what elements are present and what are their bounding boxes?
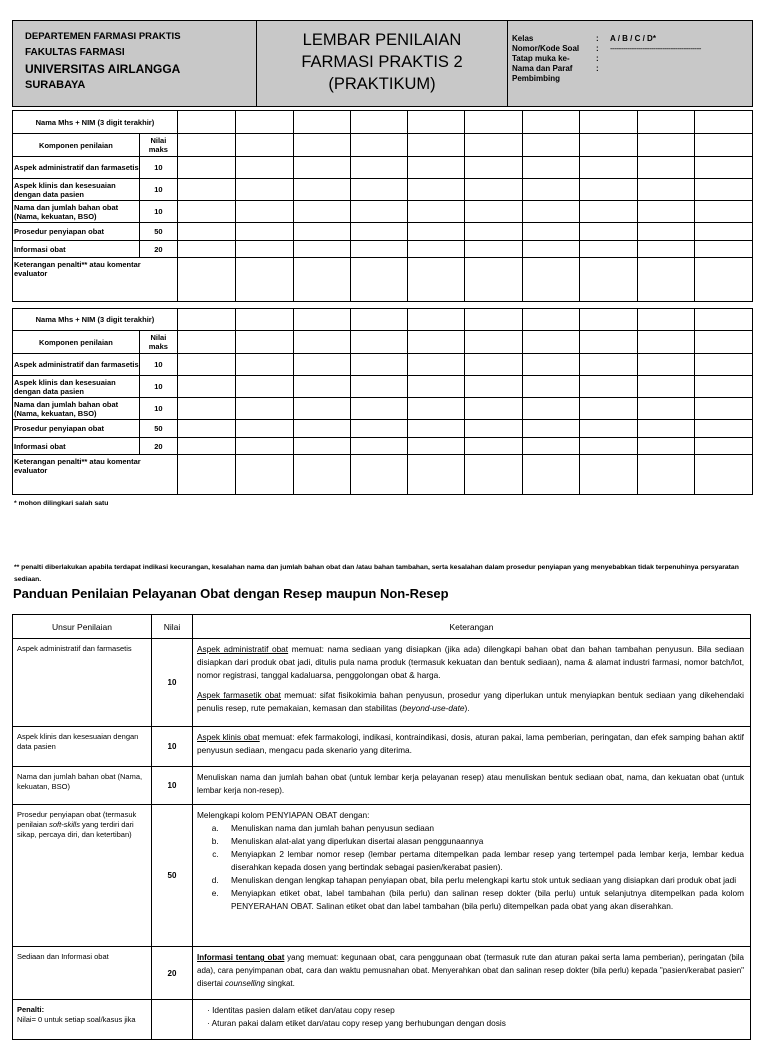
nilai-cell: 10	[152, 639, 193, 727]
list-item: e. Menyiapkan etiket obat, label tambahan (bila perlu) dan salinan resep dokter (bila perlu) untuk selanjutnya ditempelkan pada kolom PENYERAHAN OBAT. Salinan etiket obat dan label tambahan (bila perlu) ditempelkan pada obat yang akan diserahkan.	[221, 887, 744, 913]
col-unsur-header: Unsur Penilaian	[13, 615, 152, 639]
komponen-header: Komponen penilaian	[13, 331, 140, 354]
guide-row	[13, 639, 751, 727]
title-line1: LEMBAR PENILAIAN	[302, 31, 462, 49]
name-row	[13, 309, 753, 331]
score-cell[interactable]	[177, 111, 235, 134]
nilai-cell	[152, 1000, 193, 1040]
dept-line4: SURABAYA	[25, 79, 86, 91]
dept-line3: UNIVERSITAS AIRLANGGA	[25, 62, 181, 76]
score-cell[interactable]	[235, 111, 293, 134]
dept-line2: FAKULTAS FARMASI	[25, 47, 125, 58]
row-label: Aspek administratif dan farmasetis	[13, 354, 140, 376]
table-row	[13, 438, 753, 455]
header-box	[12, 20, 753, 107]
row-max: 10	[139, 354, 177, 376]
info-row: Nama dan Paraf :	[512, 64, 599, 73]
table-row	[13, 157, 753, 179]
row-label: Nama dan jumlah bahan obat (Nama, kekuatan, BSO)	[13, 398, 140, 420]
keterangan-row	[13, 258, 753, 302]
unsur-cell: Prosedur penyiapan obat (termasuk penilaian soft-skills yang terdiri dari sikap, percaya diri, dan ketertiban)	[13, 805, 152, 947]
row-label: Nama dan jumlah bahan obat (Nama, kekuatan, BSO)	[13, 201, 140, 223]
keterangan-cell	[193, 1000, 751, 1040]
keterangan-cell: Aspek klinis obat memuat: efek farmakologi, indikasi, kontraindikasi, dosis, aturan pakai, lama pemberian, peringatan, dan efek samping bahan aktif penyusun sediaan, mengacu pada skenario yang diterima.	[193, 727, 751, 767]
keterangan-cell: Aspek administratif obat memuat: nama sediaan yang disiapkan (jika ada) dilengkapi bahan obat dan bahan tambahan penyusun. Bila sediaan disiapkan dari produk obat jadi, ditulis pula nama produk (termasuk kekuatan dan bentuk sediaan), nama & alamat industri farmasi, nomor batch/lot, nomor registrasi, tanggal kadaluarsa, penggolongan obat & harga. Aspek farmasetik obat memuat: sifat fisikokimia bahan penyusun, prosedur yang diperlukan untuk menyiapkan bentuk sediaan yang dikehendaki penulis resep, rute pemakaian, kemasan dan stabilitas (beyond-use-date).	[193, 639, 751, 727]
list-item: d. Menuliskan dengan lengkap tahapan penyiapan obat, bila perlu melengkapi kartu stok untuk sediaan yang disiapkan dari produk obat jadi	[221, 874, 744, 887]
nilai-cell: 50	[152, 805, 193, 947]
table-row	[13, 179, 753, 201]
score-table-2	[12, 308, 753, 495]
unsur-cell: Nama dan jumlah bahan obat (Nama, kekuatan, BSO)	[13, 767, 152, 805]
keterangan-label: Keterangan penalti** atau komentar evaluator	[13, 258, 178, 302]
table-row	[13, 223, 753, 241]
col-nilai-header: Nilai	[152, 615, 193, 639]
row-label: Prosedur penyiapan obat	[13, 420, 140, 438]
score-cell[interactable]	[523, 111, 580, 134]
score-cell[interactable]	[293, 309, 350, 331]
row-max: 20	[139, 438, 177, 455]
guide-row	[13, 727, 751, 767]
row-max: 10	[139, 201, 177, 223]
table-row	[13, 376, 753, 398]
score-cell[interactable]	[465, 309, 523, 331]
keterangan-cell: Informasi tentang obat yang memuat: kegunaan obat, cara penggunaan obat (termasuk rute dan aturan pakai serta lama pemberian), peringatan (bila ada), cara penyimpanan obat, cara dan waktu pemusnahan obat. Menyerahkan obat dan salinan resep dokter (bila perlu) kepada "pasien/kerabat pasien" disertai counselling singkat.	[193, 947, 751, 1000]
row-max: 10	[139, 157, 177, 179]
score-cell[interactable]	[580, 111, 638, 134]
row-label: Aspek klinis dan kesesuaian dengan data pasien	[13, 376, 140, 398]
guide-row	[13, 1000, 751, 1040]
score-cell[interactable]	[523, 309, 580, 331]
row-label: Aspek administratif dan farmasetis	[13, 157, 140, 179]
score-cell[interactable]	[235, 309, 293, 331]
circle-note: * mohon dilingkari salah satu	[14, 500, 109, 507]
row-max: 10	[139, 398, 177, 420]
form-info	[508, 21, 753, 107]
info-row: Kelas : A / B / C / D*	[512, 34, 656, 43]
row-max: 10	[139, 376, 177, 398]
table-row	[13, 354, 753, 376]
guide-row	[13, 767, 751, 805]
keterangan-row	[13, 455, 753, 495]
score-cell[interactable]	[177, 309, 235, 331]
info-row: Tatap muka ke- :	[512, 54, 599, 63]
list-item: c. Menyiapkan 2 lembar nomor resep (lembar pertama ditempelkan pada lembar resep yang tertempel pada lembar kerja, lembar kedua diserahkan kepada dosen yang bertindak sebagai pasien/kerabat pasien).	[221, 848, 744, 874]
nilai-header: Nilai maks	[139, 331, 177, 354]
row-max: 50	[139, 223, 177, 241]
komponen-header: Komponen penilaian	[13, 134, 140, 157]
keterangan-label: Keterangan penalti** atau komentar evaluator	[13, 455, 178, 495]
score-cell[interactable]	[293, 111, 350, 134]
table-row	[13, 331, 753, 354]
info-row: Nomor/Kode Soal : ------------------------------------------	[512, 44, 701, 53]
list-item: b. Menuliskan alat-alat yang diperlukan disertai alasan penggunaannya	[221, 835, 744, 848]
score-table-1	[12, 110, 753, 302]
penalty-note: ** penalti diberlakukan apabila terdapat indikasi kecurangan, kesalahan nama dan jumlah bahan obat dan /atau bahan tambahan, serta kesalahan dalam prosedur penyiapan yang menyebabkan tidak terpenuhinya persyaratan sediaan.	[14, 564, 739, 583]
table-row	[13, 201, 753, 223]
unsur-cell: Aspek klinis dan kesesuaian dengan data pasien	[13, 727, 152, 767]
row-label: Informasi obat	[13, 438, 140, 455]
score-cell[interactable]	[580, 309, 638, 331]
row-max: 10	[139, 179, 177, 201]
guide-row	[13, 805, 751, 947]
list-item: · Identitas pasien dalam etiket dan/atau copy resep	[207, 1004, 744, 1017]
row-max: 50	[139, 420, 177, 438]
unsur-cell: Aspek administratif dan farmasetis	[13, 639, 152, 727]
keterangan-cell: Melengkapi kolom PENYIAPAN OBAT dengan: a. Menuliskan nama dan jumlah bahan penyusun sediaan b. Menuliskan alat-alat yang diperlukan disertai alasan penggunaannya c. Menyiapkan 2 lembar nomor resep (lembar pertama ditempelkan pada lembar resep yang tertempel pada lembar kerja, lembar kedua diserahkan kepada dosen yang bertindak sebagai pasien/kerabat pasien). d. Menuliskan dengan lengkap tahapan penyiapan obat, bila perlu melengkapi kartu stok untuk sediaan yang disiapkan dari produk obat jadi e. Menyiapkan etiket obat, label tambahan (bila perlu) dan salinan resep dokter (bila perlu) untuk selanjutnya ditempelkan pada kolom PENYERAHAN OBAT. Salinan etiket obat dan label tambahan (bila perlu) ditempelkan pada obat yang akan diserahkan.	[193, 805, 751, 947]
dept-line1: DEPARTEMEN FARMASI PRAKTIS	[25, 31, 181, 42]
name-header: Nama Mhs + NIM (3 digit terakhir)	[13, 111, 178, 134]
score-cell[interactable]	[350, 309, 408, 331]
guide-row	[13, 947, 751, 1000]
score-cell[interactable]	[408, 111, 465, 134]
name-header: Nama Mhs + NIM (3 digit terakhir)	[13, 309, 178, 331]
guide-header-row	[13, 615, 751, 639]
form-title	[257, 21, 508, 107]
table-row	[13, 134, 753, 157]
unsur-cell: Sediaan dan Informasi obat	[13, 947, 152, 1000]
table-row	[13, 241, 753, 258]
score-cell[interactable]	[638, 111, 695, 134]
row-label: Prosedur penyiapan obat	[13, 223, 140, 241]
name-row	[13, 111, 753, 134]
department-block	[13, 21, 257, 107]
row-label: Aspek klinis dan kesesuaian dengan data pasien	[13, 179, 140, 201]
score-cell[interactable]	[408, 309, 465, 331]
guide-title: Panduan Penilaian Pelayanan Obat dengan Resep maupun Non-Resep	[13, 586, 449, 601]
nilai-cell: 10	[152, 767, 193, 805]
title-line2: FARMASI PRAKTIS 2	[301, 53, 463, 71]
nilai-header: Nilai maks	[139, 134, 177, 157]
list-item: a. Menuliskan nama dan jumlah bahan penyusun sediaan	[221, 822, 744, 835]
score-cell[interactable]	[638, 309, 695, 331]
row-max: 20	[139, 241, 177, 258]
info-row: Pembimbing	[512, 74, 561, 83]
list-item: · Aturan pakai dalam etiket dan/atau copy resep yang berhubungan dengan dosis	[207, 1017, 744, 1030]
score-cell[interactable]	[465, 111, 523, 134]
score-cell[interactable]	[350, 111, 408, 134]
score-cell[interactable]	[695, 309, 753, 331]
guide-table	[12, 614, 751, 1040]
unsur-cell: Penalti: Nilai= 0 untuk setiap soal/kasus jika	[13, 1000, 152, 1040]
table-row	[13, 420, 753, 438]
keterangan-cell: Menuliskan nama dan jumlah bahan obat (untuk lembar kerja pelayanan resep) atau menuliskan bentuk sediaan obat, nama, dan kekuatan obat (untuk lembar kerja non-resep).	[193, 767, 751, 805]
col-keterangan-header: Keterangan	[193, 615, 751, 639]
title-line3: (PRAKTIKUM)	[328, 75, 436, 93]
score-cell[interactable]	[695, 111, 753, 134]
row-label: Informasi obat	[13, 241, 140, 258]
nilai-cell: 20	[152, 947, 193, 1000]
nilai-cell: 10	[152, 727, 193, 767]
table-row	[13, 398, 753, 420]
